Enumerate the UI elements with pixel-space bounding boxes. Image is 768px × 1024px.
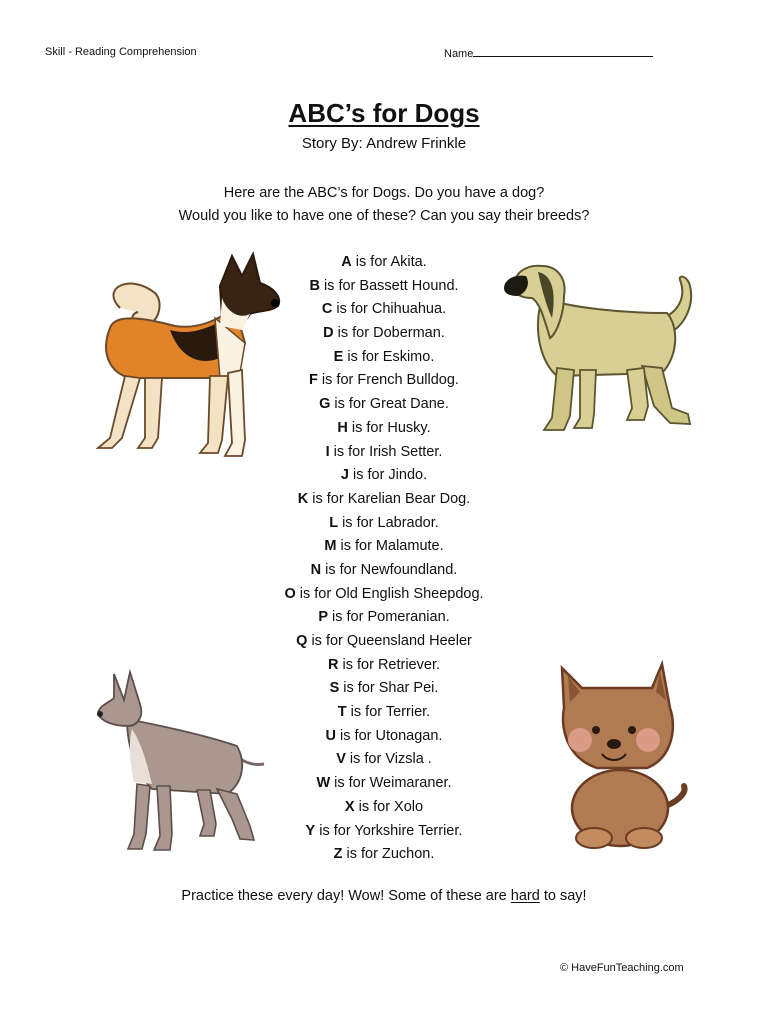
intro-line-2: Would you like to have one of these? Can you say their breeds? — [178, 208, 590, 224]
list-item-letter: T — [337, 704, 347, 721]
list-item-letter: K — [297, 490, 309, 507]
list-item — [0, 535, 768, 559]
page-title-text: ABC’s for Dogs — [288, 98, 480, 128]
list-item-letter: N — [310, 561, 322, 578]
footer-text — [0, 888, 768, 904]
list-item-letter: E — [333, 348, 344, 365]
name-line[interactable] — [473, 46, 653, 57]
list-item — [0, 583, 768, 607]
list-item-letter: Q — [296, 633, 308, 649]
footer-before: Practice these every day! Wow! Some of these are — [181, 888, 511, 904]
list-item-text: is for French Bulldog. — [317, 372, 459, 389]
list-item-letter: U — [325, 727, 337, 744]
list-item-text: is for Karelian Bear Dog. — [308, 490, 471, 507]
list-item-letter: O — [284, 585, 296, 602]
list-item-letter: I — [325, 443, 330, 460]
akita-illustration — [70, 248, 285, 468]
list-item-text: is for Doberman. — [333, 325, 445, 342]
name-field[interactable] — [444, 46, 653, 60]
list-item-text: is for Xolo — [354, 798, 424, 815]
list-item-text: is for Eskimo. — [343, 348, 435, 365]
skill-label: Skill - Reading Comprehension — [45, 46, 197, 58]
list-item-letter: F — [309, 372, 318, 389]
list-item-letter: P — [318, 609, 328, 626]
footer-emphasis: hard — [510, 888, 540, 904]
list-item — [0, 606, 768, 630]
list-item-text: is for Husky. — [347, 419, 431, 436]
list-item-letter: D — [323, 325, 334, 342]
list-item-text: is for Bassett Hound. — [319, 277, 459, 294]
intro-line-1: Here are the ABC’s for Dogs. Do you have a dog? — [223, 185, 545, 201]
list-item-letter: A — [341, 254, 352, 270]
list-item — [0, 559, 768, 583]
list-item-letter: S — [329, 680, 340, 697]
list-item-text: is for Weimaraner. — [330, 775, 452, 792]
list-item-text: is for Terrier. — [346, 704, 431, 721]
list-item-letter: G — [319, 396, 331, 413]
list-item-text: is for Pomeranian. — [327, 609, 450, 626]
list-item-text: is for Akita. — [351, 254, 427, 270]
list-item-text: is for Chihuahua. — [332, 301, 447, 318]
footer-after: to say! — [539, 888, 587, 904]
list-item-text: is for Utonagan. — [336, 727, 443, 744]
hairless-dog-illustration — [92, 664, 268, 856]
list-item-letter: W — [316, 775, 331, 792]
list-item-text: is for Vizsla . — [345, 751, 432, 768]
page-title — [0, 98, 768, 129]
list-item — [0, 488, 768, 512]
list-item-text: is for Newfoundland. — [321, 561, 458, 578]
list-item-text: is for Old English Sheepdog. — [295, 585, 484, 602]
name-label: Name — [444, 48, 474, 60]
copyright: © HaveFunTeaching.com — [560, 962, 684, 974]
list-item-text: is for Retriever. — [338, 656, 440, 673]
list-item-text: is for Malamute. — [336, 538, 444, 555]
list-item-text: is for Labrador. — [338, 514, 439, 531]
list-item-letter: X — [344, 798, 355, 815]
byline: Story By: Andrew Frinkle — [301, 135, 467, 152]
list-item-text: is for Irish Setter. — [329, 443, 443, 460]
list-item-text: is for Great Dane. — [330, 396, 449, 413]
intro-text — [0, 182, 768, 228]
list-item-letter: C — [321, 301, 333, 318]
list-item-text: is for Zuchon. — [342, 846, 435, 863]
list-item-letter: R — [327, 656, 339, 673]
cartoon-puppy-illustration — [552, 658, 692, 856]
afghan-hound-illustration — [502, 258, 702, 436]
list-item-letter: Z — [333, 846, 343, 863]
list-item-letter: Y — [305, 822, 316, 839]
list-item-text: is for Jindo. — [348, 467, 428, 484]
list-item — [0, 630, 768, 654]
list-item-text: is for Shar Pei. — [339, 680, 439, 697]
list-item-letter: J — [340, 467, 349, 484]
list-item-letter: M — [324, 538, 337, 555]
list-item — [0, 512, 768, 536]
list-item-text: is for Yorkshire Terrier. — [315, 822, 463, 839]
list-item-letter: V — [336, 751, 346, 768]
list-item-text: is for Queensland Heeler — [307, 633, 472, 649]
list-item-letter: B — [309, 277, 320, 294]
list-item-letter: L — [329, 514, 339, 531]
list-item-letter: H — [337, 419, 348, 436]
